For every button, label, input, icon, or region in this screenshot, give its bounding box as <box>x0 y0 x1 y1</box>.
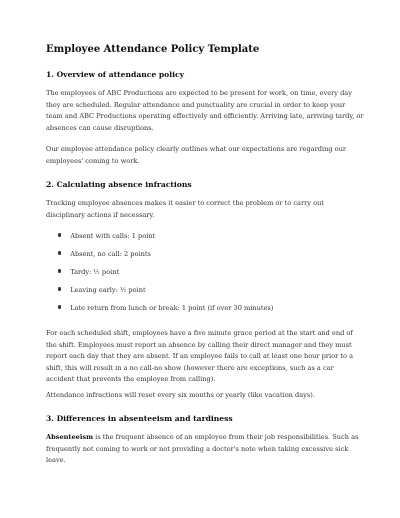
list-item-text: Absent, no call: 2 points <box>70 250 151 258</box>
list-item <box>58 231 155 242</box>
list-item <box>58 267 119 278</box>
list-item-text: Late return from lunch or break: 1 point (if over 30 minutes) <box>70 304 274 312</box>
section-3-heading: 3. Differences in absenteeism and tardiness <box>46 414 233 423</box>
absenteeism-definition: is the frequent absence of an employee from their job responsibilities. Such as frequently not coming to work or not providing a doctor's note when taking excessive sick leave. <box>46 433 359 464</box>
section-2-heading: 2. Calculating absence infractions <box>46 180 192 189</box>
document-title: Employee Attendance Policy Template <box>46 44 260 55</box>
list-item <box>58 249 151 260</box>
absenteeism-term: Absenteeism <box>46 433 94 441</box>
section-2-intro: Tracking employee absences makes it easier to correct the problem or to carry out disciplinary actions if necessary. <box>46 199 324 219</box>
section-1-heading: 1. Overview of attendance policy <box>46 70 185 79</box>
section-3-paragraph <box>46 432 364 467</box>
list-item-text: Absent with calls: 1 point <box>70 232 156 240</box>
list-item-text: Tardy: ½ point <box>70 268 120 276</box>
list-item <box>58 285 146 296</box>
bullet-dot-icon <box>58 269 61 272</box>
bullet-dot-icon <box>58 233 61 236</box>
section-2-paragraph-1: For each scheduled shift, employees have a five minute grace period at the start and end of the shift. Employees must report an absence by calling their direct manager and they must report each day that they are absent. If an employee fails to call at least one hour prior to a shift, this will result in a no call-no show (however there are exceptions, such as a car accident that prevents the employee from calling). <box>46 329 354 383</box>
list-item <box>58 303 273 314</box>
section-1-paragraph-1: The employees of ABC Productions are expected to be present for work, on time, every day they are scheduled. Regular attendance and punctuality are crucial in order to keep your team and ABC Productions operating effectively and efficiently. Arriving late, arriving tardy, or absences can cause disruptions. <box>46 89 364 132</box>
bullet-dot-icon <box>58 287 61 290</box>
list-item-text: Leaving early: ½ point <box>70 286 146 294</box>
bullet-dot-icon <box>58 251 61 254</box>
section-1-paragraph-2: Our employee attendance policy clearly outlines what our expectations are regarding our employees' coming to work. <box>46 145 347 165</box>
section-2-paragraph-2: Attendance infractions will reset every six months or yearly (like vacation days). <box>46 391 315 399</box>
bullet-dot-icon <box>58 305 61 308</box>
